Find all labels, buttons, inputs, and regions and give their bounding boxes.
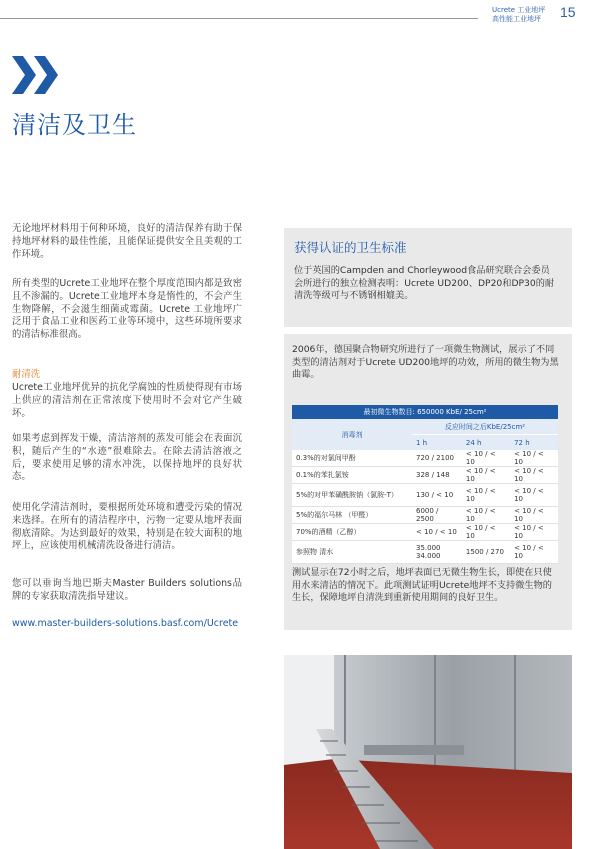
microbial-test-conclusion: 测试显示在72小时之后，地坪表面已无微生物生长，即使在只使用水来清洁的情况下。此项测试证明Ucrete地坪不支持微生物的生长，保障地坪自清洗到重新使用期间的良好卫生。 — [292, 567, 552, 603]
table-title: 最初微生物数目: 650000 KbE/ 25cm² — [292, 405, 558, 419]
col-header-24h: 24 h — [465, 438, 482, 447]
row-72h: < 10 / < 10 — [510, 467, 558, 484]
microbial-test-table — [292, 405, 558, 564]
row-72h: < 10 / < 10 — [510, 524, 558, 541]
header-brand — [492, 6, 545, 24]
row-24h: < 10 / < 10 — [462, 507, 510, 524]
row-1h: < 10 / < 10 — [412, 524, 462, 541]
row-1h: 328 / 148 — [412, 467, 462, 484]
row-name: 参照物 清水 — [292, 541, 412, 564]
row-72h: < 10 / < 10 — [510, 450, 558, 467]
row-1h: 130 / < 10 — [412, 484, 462, 507]
row-name: 0.3%的对氯间甲酚 — [292, 450, 412, 467]
col-header-1h: 1 h — [416, 438, 428, 447]
row-24h: < 10 / < 10 — [462, 450, 510, 467]
intro-paragraph: 无论地坪材料用于何种环境，良好的清洁保养有助于保持地坪材料的最佳性能，且能保证提供安全且美观的工作环境。 — [12, 223, 242, 260]
section-title: 清洁及卫生 — [12, 111, 137, 139]
double-chevron-icon — [12, 56, 64, 94]
table-row — [292, 541, 558, 564]
row-72h: < 10 / < 10 — [510, 507, 558, 524]
website-link[interactable]: www.master-builders-solutions.basf.com/Ucrete — [12, 618, 239, 629]
table-row — [292, 484, 558, 507]
paragraph-contact: 您可以垂询当地巴斯夫Master Builders solutions品牌的专家获取清洗指导建议。 — [12, 578, 242, 602]
row-name: 0.1%的苯扎氯铵 — [292, 467, 412, 484]
row-name: 70%的酒精（乙醇） — [292, 524, 412, 541]
certified-hygiene-title: 获得认证的卫生标准 — [294, 240, 407, 255]
brand-line-1: Ucrete 工业地坪 — [492, 6, 546, 14]
certified-hygiene-text: 位于英国的Campden and Chorleywood食品研究联合会委员会所进行的独立检测表明：Ucrete UD200、DP20和DP30的耐清洗等级可与不锈钢相媲美。 — [294, 265, 555, 301]
row-72h: < 10 / < 10 — [510, 484, 558, 507]
row-1h: 720 / 2100 — [412, 450, 462, 467]
row-24h: < 10 / < 10 — [462, 484, 510, 507]
table-row — [292, 467, 558, 484]
col-header-disinfectant: 消毒剂 — [341, 430, 363, 439]
subheading-cleanability: 耐清洗 — [12, 369, 41, 380]
col-header-reaction-time: 反应时间之后KbE/25cm² — [412, 419, 558, 435]
row-name: 5%的对甲苯磺酰胺钠（氯胺-T） — [292, 484, 412, 507]
paragraph-cleaning-method: 使用化学清洁剂时，要根据所处环境和遭受污染的情况来选择。在所有的清洁程序中，污物一定要从地坪表面彻底清除。为达到最好的效果，特别是在较大面积的地坪上，应该使用机械清洗设备进行清洁。 — [12, 502, 242, 552]
row-24h: 1500 / 270 — [462, 541, 510, 564]
row-1h: 6000 / 2500 — [412, 507, 462, 524]
row-72h: < 10 / < 10 — [510, 541, 558, 564]
page-number: 15 — [560, 4, 576, 20]
row-name: 5%的福尔马林 （甲醛） — [292, 507, 412, 524]
microbial-test-intro: 2006年，德国聚合物研究所进行了一项微生物测试，展示了不同类型的清洁剂对于Ucrete UD200地坪的功效，所用的微生物为黑曲霉。 — [292, 344, 559, 380]
table-row — [292, 507, 558, 524]
header-rule — [0, 18, 478, 19]
photo-illustration — [284, 655, 572, 849]
cleanroom-drain-photo — [284, 655, 572, 849]
table-row — [292, 524, 558, 541]
paragraph-impermeable: 所有类型的Ucrete工业地坪在整个厚度范围内都是致密且不渗漏的。Ucrete工业地坪本身是惰性的，不会产生生物降解，不会滋生细菌或霉菌。Ucrete 工业地坪广泛用于食品工业和医药工业等环境中，这些环境所要求的清洁标准很高。 — [12, 278, 242, 341]
row-24h: < 10 / < 10 — [462, 467, 510, 484]
brand-line-2: 高性能工业地坪 — [492, 15, 541, 23]
row-24h: < 10 / < 10 — [462, 524, 510, 541]
col-header-72h: 72 h — [514, 438, 530, 447]
table-row — [292, 450, 558, 467]
row-1h: 35.000 34.000 — [412, 541, 462, 564]
paragraph-chemical-resistance: Ucrete工业地坪优异的抗化学腐蚀的性质使得现有市场上供应的清洁剂在正常浓度下使用时不会对它产生破坏。 — [12, 382, 242, 419]
paragraph-rinsing: 如果考虑到挥发干燥，清洁溶剂的蒸发可能会在表面沉积，随后产生的“水迹”很难除去。在除去清洁溶液之后，要求使用足够的清水冲洗，以保持地坪的良好状态。 — [12, 433, 242, 483]
